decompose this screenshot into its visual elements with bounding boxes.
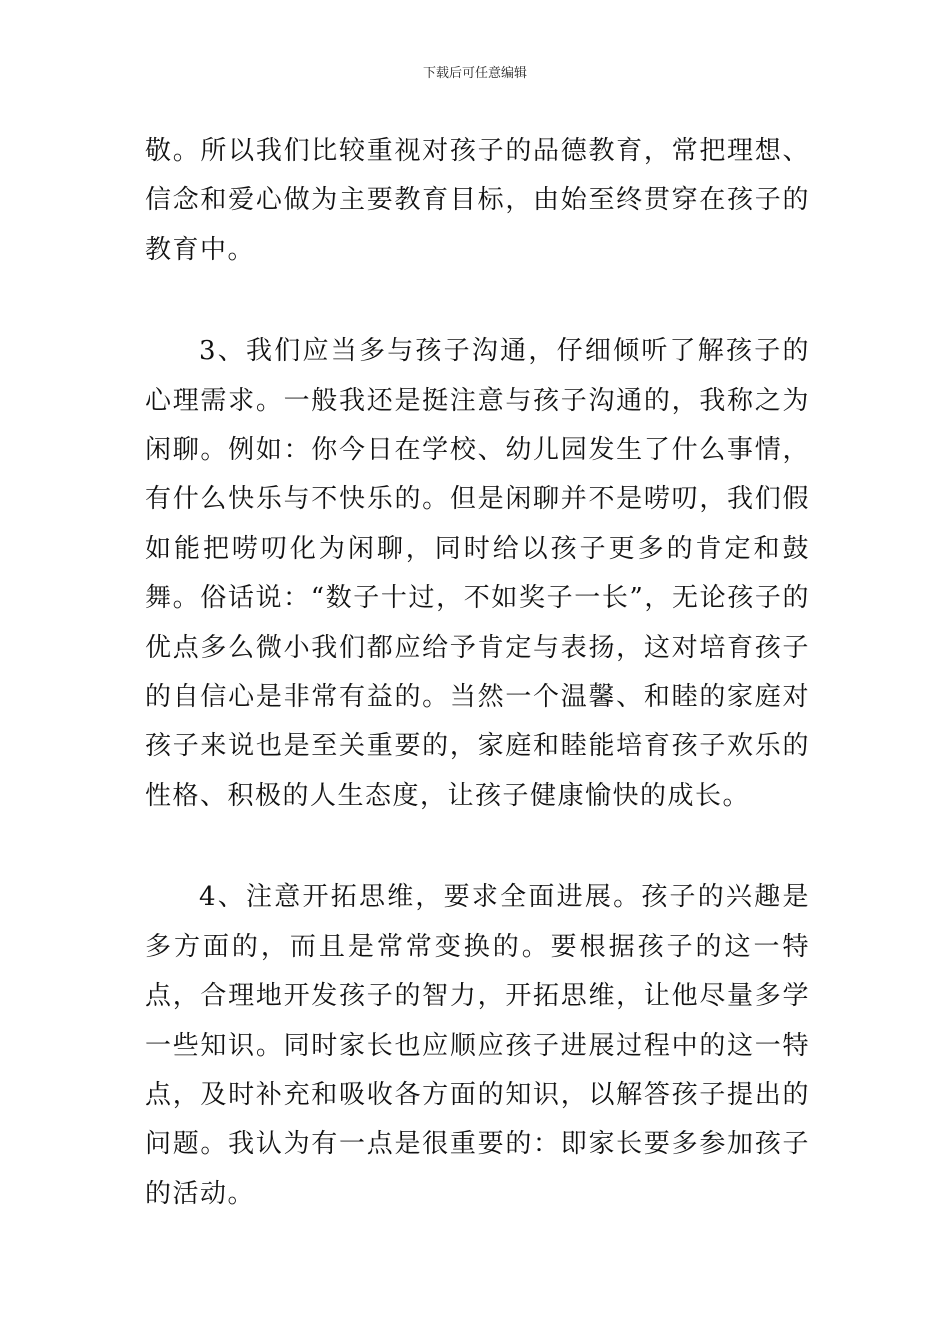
page-header: 下载后可任意编辑 <box>422 66 527 81</box>
document-body <box>145 127 810 1219</box>
paragraph-2: 3、我们应当多与孩子沟通，仔细倾听了解孩子的心理需求。一般我还是挺注意与孩子沟通的，我称之为闲聊。例如：你今日在学校、幼儿园发生了什么事情，有什么快乐与不快乐的。但是闲聊并不是唠叨，我们假如能把唠叨化为闲聊，同时给以孩子更多的肯定和鼓舞。俗话说：“数子十过，不如奖子一长”，无论孩子的优点多么微小我们都应给予肯定与表扬，这对培育孩子的自信心是非常有益的。当然一个温馨、和睦的家庭对孩子来说也是至关重要的，家庭和睦能培育孩子欢乐的性格、积极的人生态度，让孩子健康愉快的成长。 <box>145 336 810 811</box>
paragraph-3: 4、注意开拓思维，要求全面进展。孩子的兴趣是多方面的，而且是常常变换的。要根据孩子的这一特点，合理地开发孩子的智力，开拓思维，让他尽量多学一些知识。同时家长也应顺应孩子进展过程中的这一特点，及时补充和吸收各方面的知识，以解答孩子提出的问题。我认为有一点是很重要的：即家长要多参加孩子的活动。 <box>145 882 810 1209</box>
paragraph-1: 敬。所以我们比较重视对孩子的品德教育，常把理想、信念和爱心做为主要教育目标，由始至终贯穿在孩子的教育中。 <box>145 136 810 265</box>
